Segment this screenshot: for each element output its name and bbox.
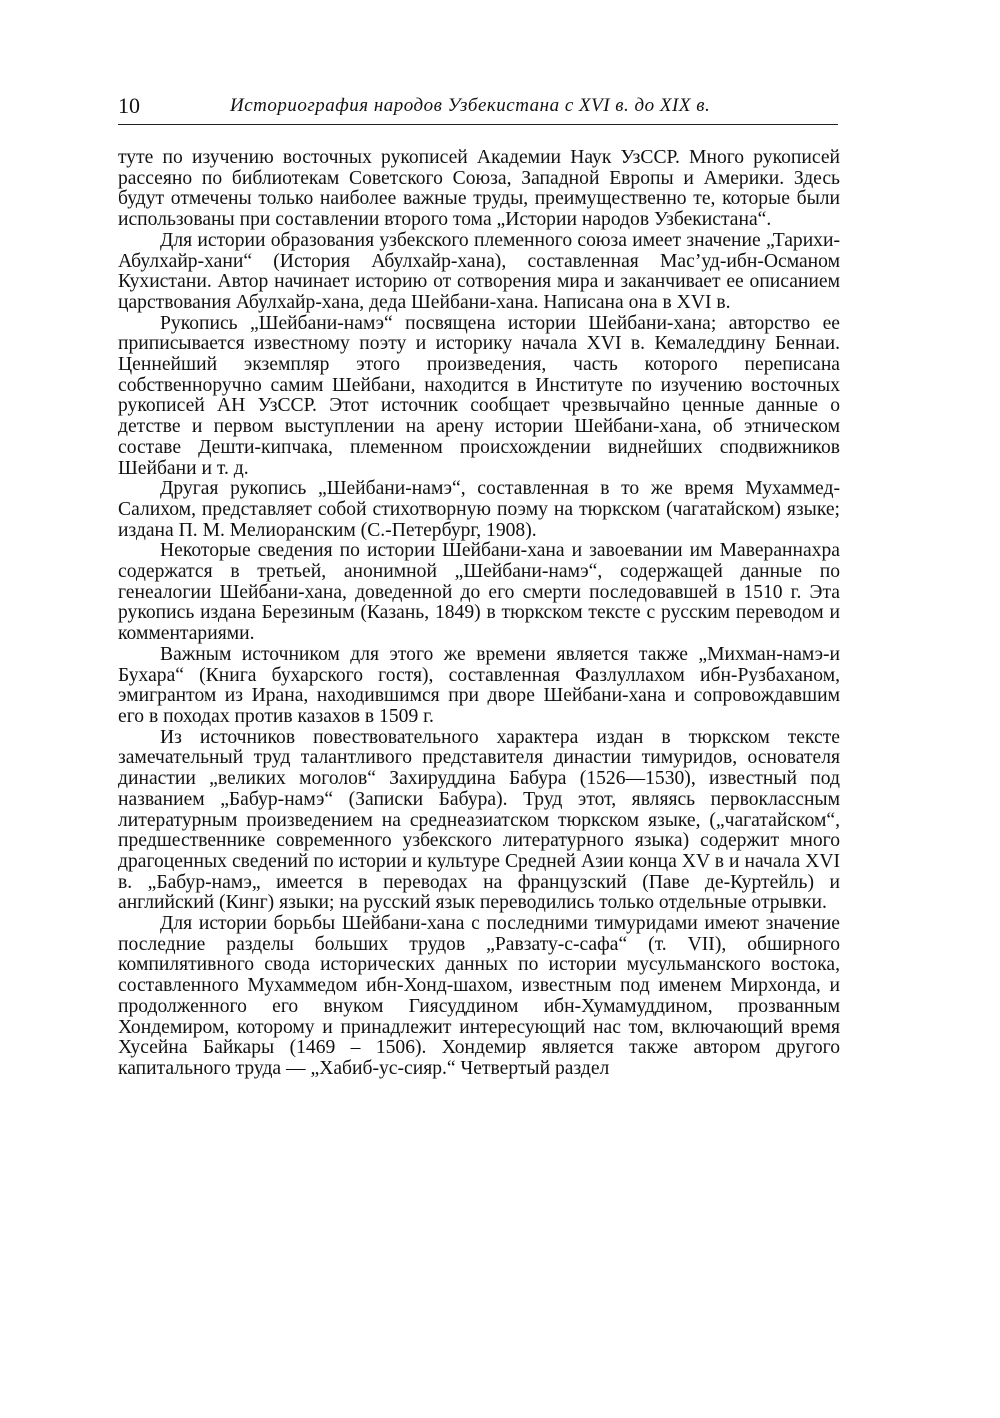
- paragraph: Важным источником для этого же времени является также „Михман-намэ-и Бухара“ (Книга бухарского гостя), составленная Фазлуллахом ибн-Рузбаханом, эмигрантом из Ирана, находившимся при дворе Шейбани-хана и сопровождавшим его в походах против казахов в 1509 г.: [118, 643, 840, 727]
- header-rule: [118, 124, 838, 125]
- paragraph: Некоторые сведения по истории Шейбани-хана и завоевании им Мавераннахра содержатся в третьей, анонимной „Шейбани-намэ“, содержащей данные по генеалогии Шейбани-хана, доведенной до его смерти последовавшей в 1510 г. Эта рукопись издана Березиным (Казань, 1849) в тюркском тексте с русским переводом и комментариями.: [118, 540, 840, 645]
- running-title: Историография народов Узбекистана с XVI в. до XIX в.: [230, 95, 711, 116]
- body-text: [118, 148, 840, 1080]
- paragraph: туте по изучению восточных рукописей Академии Наук УзССР. Много рукописей рассеяно по библиотекам Советского Союза, Западной Европы и Америки. Здесь будут отмечены только наиболее важные труды, преимущественно те, которые были использованы при составлении второго тома „Истории народов Узбекистана“.: [118, 147, 840, 231]
- paragraph: Для истории борьбы Шейбани-хана с последними тимуридами имеют значение последние разделы больших трудов „Равзату-с-сафа“ (т. VII), обширного компилятивного свода исторических данных по истории мусульманского востока, составленного Мухаммедом ибн-Хонд-шахом, известным под именем Мирхонда, и продолженного его внуком Гиясуддином ибн-Хумамуддином, прозванным Хондемиром, которому и принадлежит интересующий нас том, включающий время Хусейна Байкары (1469 – 1506). Хондемир является также автором другого капитального труда — „Хабиб-ус-сияр.“ Четвертый раздел: [118, 913, 840, 1079]
- page-header: [118, 93, 840, 123]
- page-number: 10: [118, 93, 140, 118]
- paragraph: Рукопись „Шейбани-намэ“ посвящена истории Шейбани-хана; авторство ее приписывается известному поэту и историку начала XVI в. Кемаледдину Беннаи. Ценнейший экземпляр этого произведения, часть которого переписана собственноручно самим Шейбани, находится в Институте по изучению восточных рукописей АН УзССР. Этот источник сообщает чрезвычайно ценные данные о детстве и первом выступлении на арену истории Шейбани-хана, об этническом составе Дешти-кипчака, племенном происхождении виднейших сподвижников Шейбани и т. д.: [118, 312, 840, 479]
- paragraph: Для истории образования узбекского племенного союза имеет значение „Тарихи-Абулхайр-хани“ (История Абулхайр-хана), составленная Мас’уд-ибн-Османом Кухистани. Автор начинает историю от сотворения мира и заканчивает ее описанием царствования Абулхайр-хана, деда Шейбани-хана. Написана она в XVI в.: [118, 229, 840, 313]
- paragraph: Из источников повествовательного характера издан в тюркском тексте замечательный труд талантливого представителя династии тимуридов, основателя династии „великих моголов“ Захируддина Бабура (1526—1530), известный под названием „Бабур-намэ“ (Записки Бабура). Труд этот, являясь первоклассным литературным произведением на среднеазиатском тюркском языке, („чагатайском“, предшественнике современного узбекского литературного языка) содержит много драгоценных сведений по истории и культуре Средней Азии конца XV в и начала XVI в. „Бабур-намэ„ имеется в переводах на французский (Паве де-Куртейль) и английский (Кинг) языки; на русский язык переводились только отдельные отрывки.: [118, 726, 840, 914]
- paragraph: Другая рукопись „Шейбани-намэ“, составленная в то же время Мухаммед-Салихом, представляет собой стихотворную поэму на тюркском (чагатайском) языке; издана П. М. Мелиоранским (С.-Петербург, 1908).: [118, 478, 840, 541]
